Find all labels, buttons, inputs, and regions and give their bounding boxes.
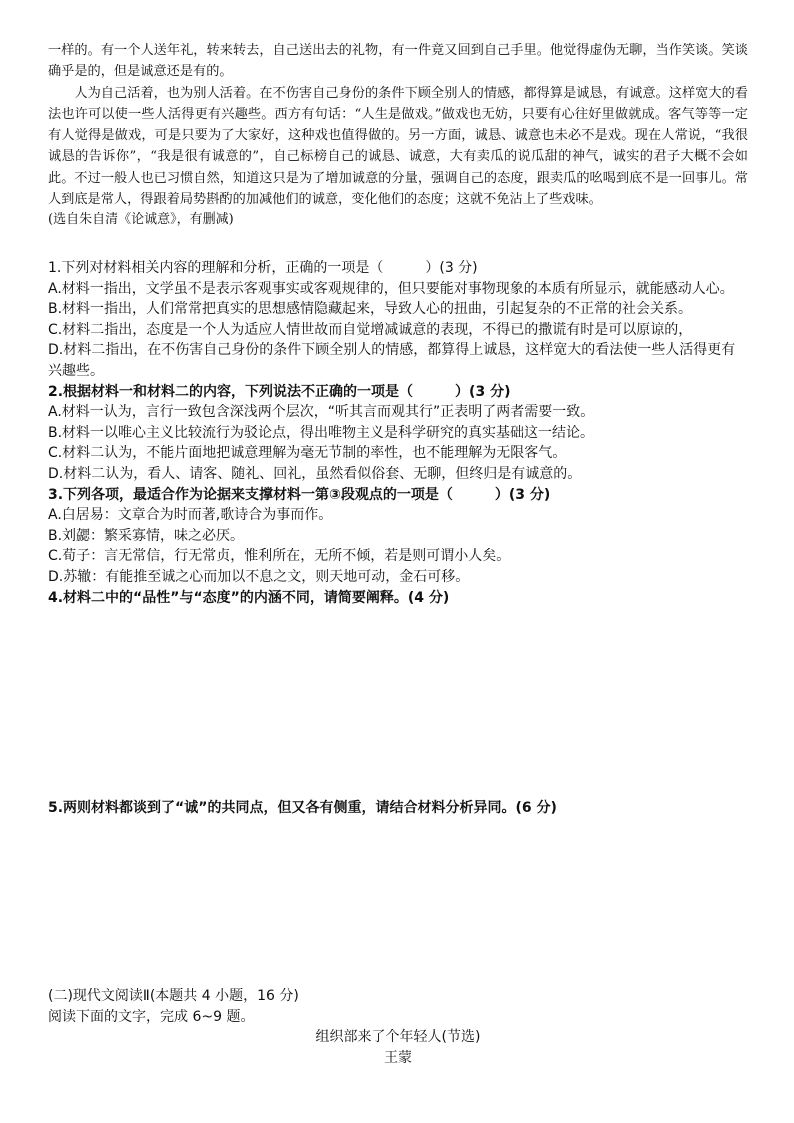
article-title: 组织部来了个年轻人(节选) — [315, 1029, 481, 1045]
question-1-stem: 1.下列对材料相关内容的理解和分析，正确的一项是（ ）(3 分) — [48, 260, 478, 276]
question-1-option-d: D.材料二指出，在不伤害自己身份的条件下顾全别人的情感，都算得上诚恳，这样宽大的看法使一些人活得更有兴趣些。 — [48, 342, 736, 379]
question-2-option-a: A.材料一认为，言行一致包含深浅两个层次，“听其言而观其行”正表明了两者需要一致。 — [48, 404, 595, 421]
question-3-option-a: A.白居易：文章合为时而著,歌诗合为事而作。 — [48, 507, 333, 524]
passage-source: (选自朱自清《论诚意》，有删减) — [48, 212, 234, 228]
reading-passage — [48, 40, 748, 230]
question-list — [48, 258, 748, 608]
question-4-stem: 4.材料二中的“品性”与“态度”的内涵不同，请简要阐释。(4 分) — [48, 589, 450, 606]
section-2-instruction: 阅读下面的文字，完成 6~9 题。 — [48, 1008, 255, 1025]
question-5-stem: 5.两则材料都谈到了“诚”的共同点，但又各有侧重，请结合材料分析异同。(6 分) — [48, 800, 557, 816]
section-2-heading: (二)现代文阅读Ⅱ(本题共 4 小题，16 分) — [48, 988, 299, 1004]
question-2-option-d: D.材料二认为，看人、请客、随礼、回礼，虽然看似俗套、无聊，但终归是有诚意的。 — [48, 465, 582, 482]
question-3-option-b: B.刘勰：繁采寡情，味之必厌。 — [48, 527, 245, 544]
question-1-option-a: A.材料一指出，文学虽不是表示客观事实或客观规律的，但只要能对事物现象的本质有所显示，就能感动人心。 — [48, 280, 734, 297]
question-3-option-d: D.苏辙：有能推至诚之心而加以不息之文，则天地可动，金石可移。 — [48, 568, 470, 585]
question-3-option-c: C.荀子：言无常信，行无常贞，惟利所在，无所不倾，若是则可谓小人矣。 — [48, 548, 511, 565]
question-1-option-c: C.材料二指出，态度是一个人为适应人情世故而自觉增减诚意的表现，不得已的撒谎有时是可以原谅的， — [48, 321, 693, 338]
question-2-option-b: B.材料一以唯心主义比较流行为驳论点，得出唯物主义是科学研究的真实基础这一结论。 — [48, 424, 595, 441]
section-2 — [48, 986, 748, 1068]
question-3-stem: 3.下列各项，最适合作为论据来支撑材料一第③段观点的一项是（ ）(3 分) — [48, 486, 551, 503]
question-2-stem: 2.根据材料一和材料二的内容，下列说法不正确的一项是（ ）(3 分) — [48, 383, 511, 400]
question-2-option-c: C.材料二认为，不能片面地把诚意理解为毫无节制的率性，也不能理解为无限客气。 — [48, 445, 567, 462]
question-1-option-b: B.材料一指出，人们常常把真实的思想感情隐藏起来，导致人心的扭曲，引起复杂的不正常的社会关系。 — [48, 301, 693, 318]
passage-paragraph-2: 人为自己活着，也为别人活着。在不伤害自己身份的条件下顾全别人的情感，都得算是诚恳，有诚意。这样宽大的看法也许可以使一些人活得更有兴趣些。西方有句话：“人生是做戏。”做戏也无妨，只要有心往好里做就成。客气等等一定有人觉得是做戏，可是只要为了大家好，这种戏也值得做的。另一方面，诚恳、诚意也未必不是戏。现在人常说，“我很诚恳的告诉你”，“我是很有诚意的”，自己标榜自己的诚恳、诚意，大有卖瓜的说瓜甜的神气，诚实的君子大概不会如此。不过一般人也已习惯自然，知道这只是为了增加诚意的分量，强调自己的态度，跟卖瓜的吆喝到底不是一回事儿。常人到底是常人，得跟着局势斟酌的加减他们的诚意，变化他们的态度；这就不免沾上了些戏味。 — [48, 85, 748, 208]
passage-paragraph-1: 一样的。有一个人送年礼，转来转去，自己送出去的礼物，有一件竟又回到自己手里。他觉得虚伪无聊，当作笑谈。笑谈确乎是的，但是诚意还是有的。 — [48, 43, 748, 80]
article-author: 王蒙 — [384, 1049, 412, 1066]
